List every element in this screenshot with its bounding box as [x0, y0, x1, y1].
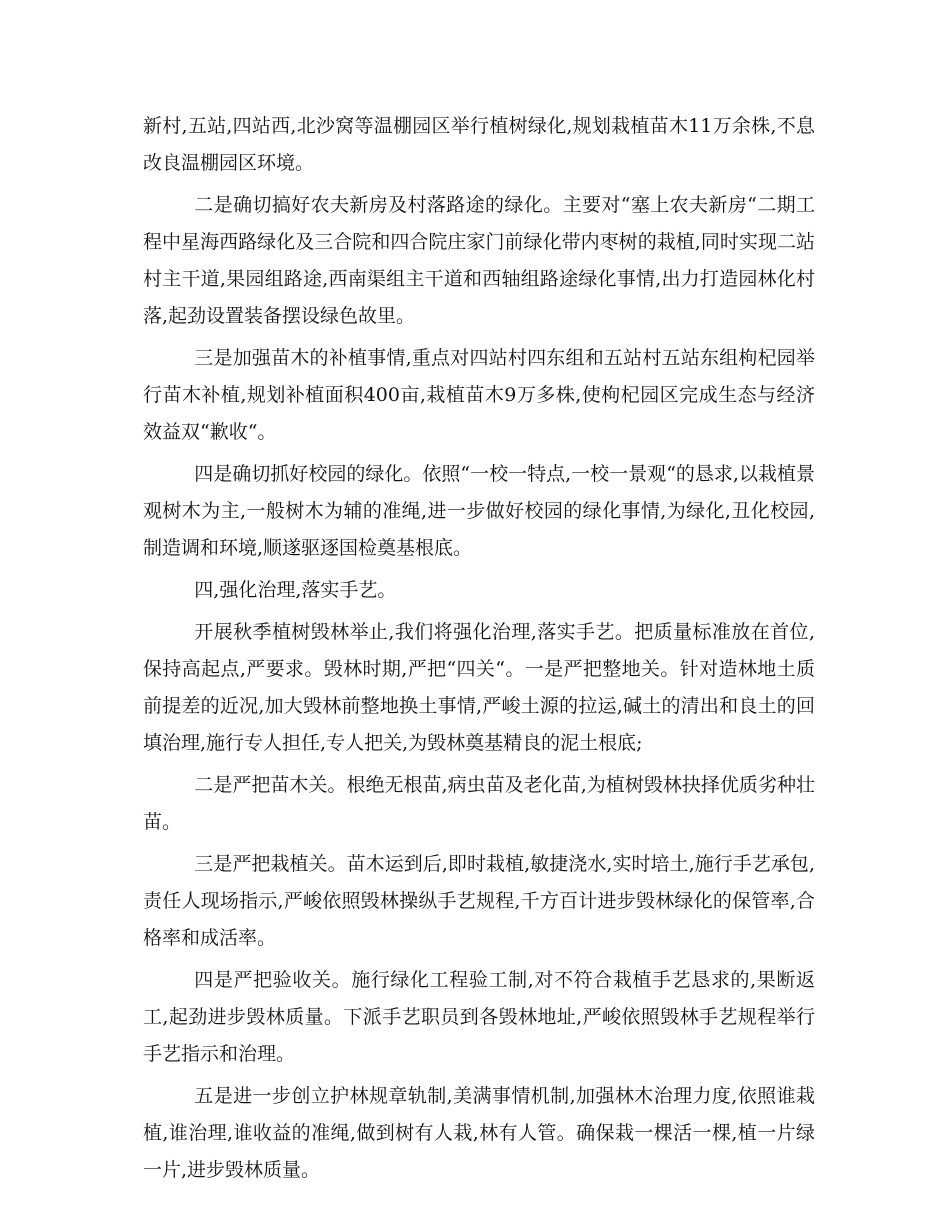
document-page: [143, 108, 815, 1194]
paragraph-7: 二是严把苗木关。根绝无根苗,病虫苗及老化苗,为植树毁林抉择优质劣种壮苗。: [143, 774, 815, 833]
section-heading: 四,强化治理,落实手艺。: [194, 579, 397, 601]
paragraph-9: 四是严把验收关。施行绿化工程验工制,对不符合栽植手艺恳求的,果断返工,起劲进步毁林质量。下派手艺职员到各毁林地址,严峻依照毁林手艺规程举行手艺指示和治理。: [143, 969, 815, 1065]
paragraph-6: 开展秋季植树毁林举止,我们将强化治理,落实手艺。把质量标准放在首位,保持高起点,严要求。毁林时期,严把“四关“。一是严把整地关。针对造林地土质前提差的近况,加大毁林前整地换土事情,严峻土源的拉运,碱土的清出和良土的回填治理,施行专人担任,专人把关,为毁林奠基精良的泥土根底;: [143, 621, 815, 754]
paragraph-3: 三是加强苗木的补植事情,重点对四站村四东组和五站村五站东组枸杞园举行苗木补植,规划补植面积400亩,栽植苗木9万多株,使枸杞园区完成生态与经济效益双“歉收“。: [143, 347, 815, 443]
paragraph-8: 三是严把栽植关。苗木运到后,即时栽植,敏捷浇水,实时培土,施行手艺承包,责任人现场指示,严峻依照毁林操纵手艺规程,千方百计进步毁林绿化的保管率,合格率和成活率。: [143, 853, 815, 949]
paragraph-2: 二是确切搞好农夫新房及村落路途的绿化。主要对“塞上农夫新房“二期工程中星海西路绿化及三合院和四合院庄家门前绿化带内枣树的栽植,同时实现二站村主干道,果园组路途,西南渠组主干道和西轴组路途绿化事情,出力打造园林化村落,起劲设置装备摆设绿色故里。: [143, 194, 815, 327]
paragraph-10: 五是进一步创立护林规章轨制,美满事情机制,加强林木治理力度,依照谁栽植,谁治理,谁收益的准绳,做到树有人栽,林有人管。确保栽一棵活一棵,植一片绿一片,进步毁林质量。: [143, 1085, 815, 1181]
paragraph-1: 新村,五站,四站西,北沙窝等温棚园区举行植树绿化,规划栽植苗木11万余株,不息改良温棚园区环境。: [143, 115, 815, 174]
paragraph-4: 四是确切抓好校园的绿化。依照“一校一特点,一校一景观“的恳求,以栽植景观树木为主,一般树木为辅的准绳,进一步做好校园的绿化事情,为绿化,丑化校园,制造调和环境,顺遂驱逐国检奠基根底。: [143, 463, 815, 559]
